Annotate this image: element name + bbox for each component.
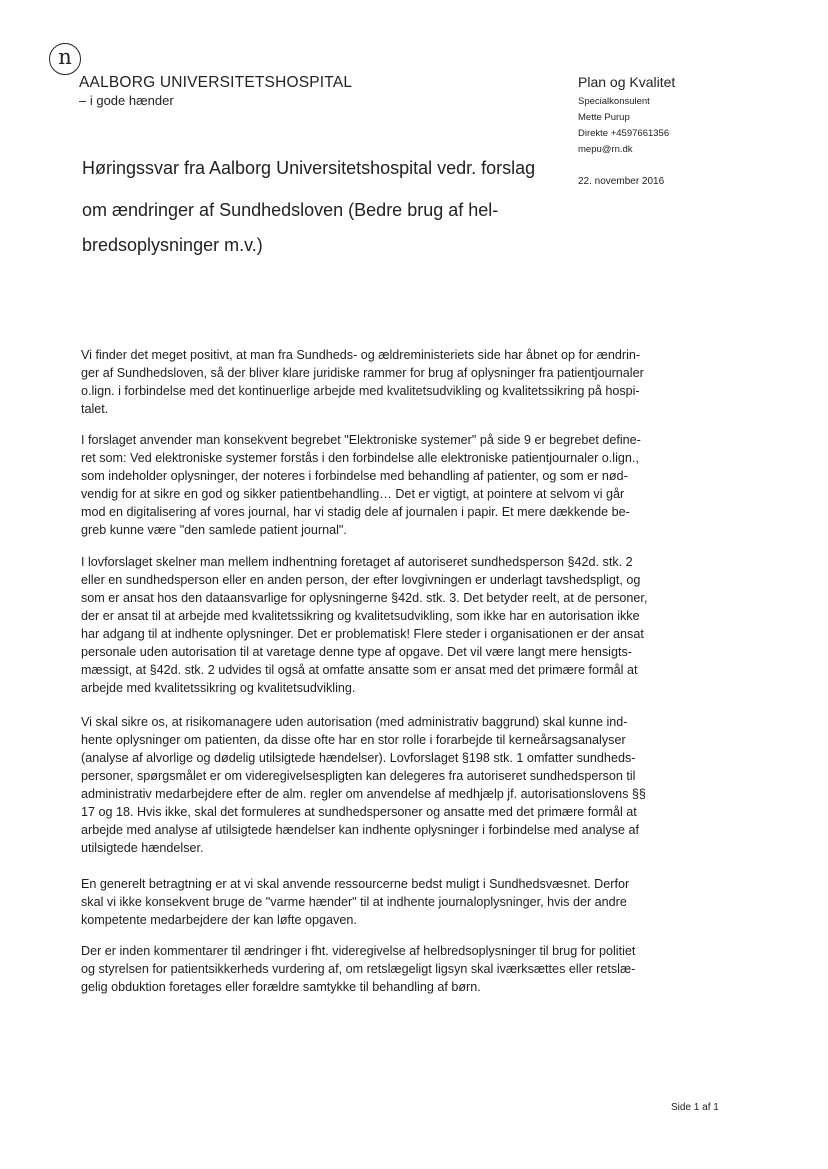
paragraph-5 xyxy=(81,875,681,929)
paragraph-line: kompetente medarbejdere der kan løfte opgaven. xyxy=(81,913,357,927)
logo-icon: n xyxy=(49,43,81,75)
paragraph-line: talet. xyxy=(81,402,109,416)
paragraph-line: eller en sundhedsperson eller en anden person, der efter lovgivningen er underlagt tavshedspligt, og xyxy=(81,573,641,587)
paragraph-1 xyxy=(81,346,681,418)
contact-email[interactable]: mepu@rn.dk xyxy=(578,144,633,155)
paragraph-line: ret som: Ved elektroniske systemer forstås i den forbindelse alle elektroniske patientjournaler o.lign., xyxy=(81,451,639,465)
paragraph-line: hente oplysninger om patienten, da disse ofte har en stor rolle i forarbejde til kerneårsagsanalyser xyxy=(81,733,626,747)
paragraph-3 xyxy=(81,553,681,697)
paragraph-line: personer, spørgsmålet er om videregivelsespligten kan delegeres fra autoriseret sundhedsperson til xyxy=(81,769,636,783)
contact-name: Mette Purup xyxy=(578,112,630,123)
paragraph-line: mod en digitalisering af vores journal, har vi stadig dele af journalen i papir. Et mere dækkende be- xyxy=(81,505,630,519)
page-number: Side 1 af 1 xyxy=(671,1102,719,1113)
title-line: Høringssvar fra Aalborg Universitetshospital vedr. forslag xyxy=(82,158,536,178)
paragraph-4 xyxy=(81,713,681,857)
paragraph-2 xyxy=(81,431,681,539)
paragraph-line: 17 og 18. Hvis ikke, skal det formuleres at sundhedspersoner og ansatte med det primære formål at xyxy=(81,805,637,819)
paragraph-line: vendig for at sikre en god og sikker patientbehandling… Det er vigtigt, at pointere at selvom vi går xyxy=(81,487,625,501)
paragraph-line: administrativ medarbejdere efter de alm. regler om anvendelse af medhjælp jf. autorisationslovens §§ xyxy=(81,787,646,801)
paragraph-line: I forslaget anvender man konsekvent begrebet "Elektroniske systemer" på side 9 er begrebet define- xyxy=(81,433,641,447)
paragraph-line: og styrelsen for patientsikkerheds vurdering af, om retslægeligt ligsyn skal iværksættes eller retslæ- xyxy=(81,962,636,976)
paragraph-line: mæssigt, at §42d. stk. 2 udvides til også at omfatte ansatte som er ansat med det primære formål at xyxy=(81,663,638,677)
title-line: om ændringer af Sundhedsloven (Bedre brug af hel- xyxy=(82,200,499,220)
paragraph-6 xyxy=(81,942,681,996)
paragraph-line: gelig obduktion foretages eller forældre samtykke til behandling af børn. xyxy=(81,980,481,994)
paragraph-line: som er ansat hos den dataansvarlige for oplysningerne §42d. stk. 3. Det betyder reelt, at de personer, xyxy=(81,591,648,605)
paragraph-line: Vi finder det meget positivt, at man fra Sundheds- og ældreministeriets side har åbnet op for ændrin- xyxy=(81,348,641,362)
paragraph-line: Der er inden kommentarer til ændringer i fht. videregivelse af helbredsoplysninger til brug for politiet xyxy=(81,944,636,958)
paragraph-line: greb kunne være "den samlede patient journal". xyxy=(81,523,347,537)
paragraph-line: utilsigtede hændelser. xyxy=(81,841,204,855)
hospital-tagline: – i gode hænder xyxy=(79,93,174,108)
paragraph-line: arbejde med kvalitetssikring og kvalitetsudvikling. xyxy=(81,681,356,695)
hospital-name: AALBORG UNIVERSITETSHOSPITAL xyxy=(79,74,353,91)
paragraph-line: har adgang til at indhente oplysninger. Det er problematisk! Flere steder i organisationen er der ansat xyxy=(81,627,644,641)
paragraph-line: personale uden autorisation til at varetage denne type af opgave. Det vil være langt mere hensigts- xyxy=(81,645,632,659)
paragraph-line: I lovforslaget skelner man mellem indhentning foretaget af autoriseret sundhedsperson §42d. stk. 2 xyxy=(81,555,633,569)
paragraph-line: ger af Sundhedsloven, så der bliver klare juridiske rammer for brug af oplysninger fra patientjournaler xyxy=(81,366,644,380)
paragraph-line: skal vi ikke konsekvent bruge de "varme hænder" til at indhente journaloplysninger, hvis der andre xyxy=(81,895,627,909)
paragraph-line: o.lign. i forbindelse med det kontinuerlige arbejde med kvalitetsudvikling og kvalitetssikring på hospi- xyxy=(81,384,640,398)
paragraph-line: som indeholder oplysninger, der noteres i forbindelse med behandling af patienter, og som er nød- xyxy=(81,469,628,483)
paragraph-line: arbejde med analyse af utilsigtede hændelser kan indhente oplysninger i forbindelse med analyse af xyxy=(81,823,639,837)
paragraph-line: (analyse af alvorlige og dødelig utilsigtede hændelser). Lovforslaget §198 stk. 1 omfatter sundheds- xyxy=(81,751,636,765)
paragraph-line: En generelt betragtning er at vi skal anvende ressourcerne bedst muligt i Sundhedsvæsnet. Derfor xyxy=(81,877,630,891)
title-line: bredsoplysninger m.v.) xyxy=(82,235,263,255)
letter-date: 22. november 2016 xyxy=(578,176,665,187)
department-name: Plan og Kvalitet xyxy=(578,74,676,90)
contact-phone: Direkte +4597661356 xyxy=(578,128,670,139)
paragraph-line: Vi skal sikre os, at risikomanagere uden autorisation (med administrativ baggrund) skal kunne ind- xyxy=(81,715,628,729)
contact-title: Specialkonsulent xyxy=(578,96,650,107)
paragraph-line: der er ansat til at arbejde med kvalitetssikring og kvalitetsudvikling, som ikke har en autorisation ikke xyxy=(81,609,640,623)
